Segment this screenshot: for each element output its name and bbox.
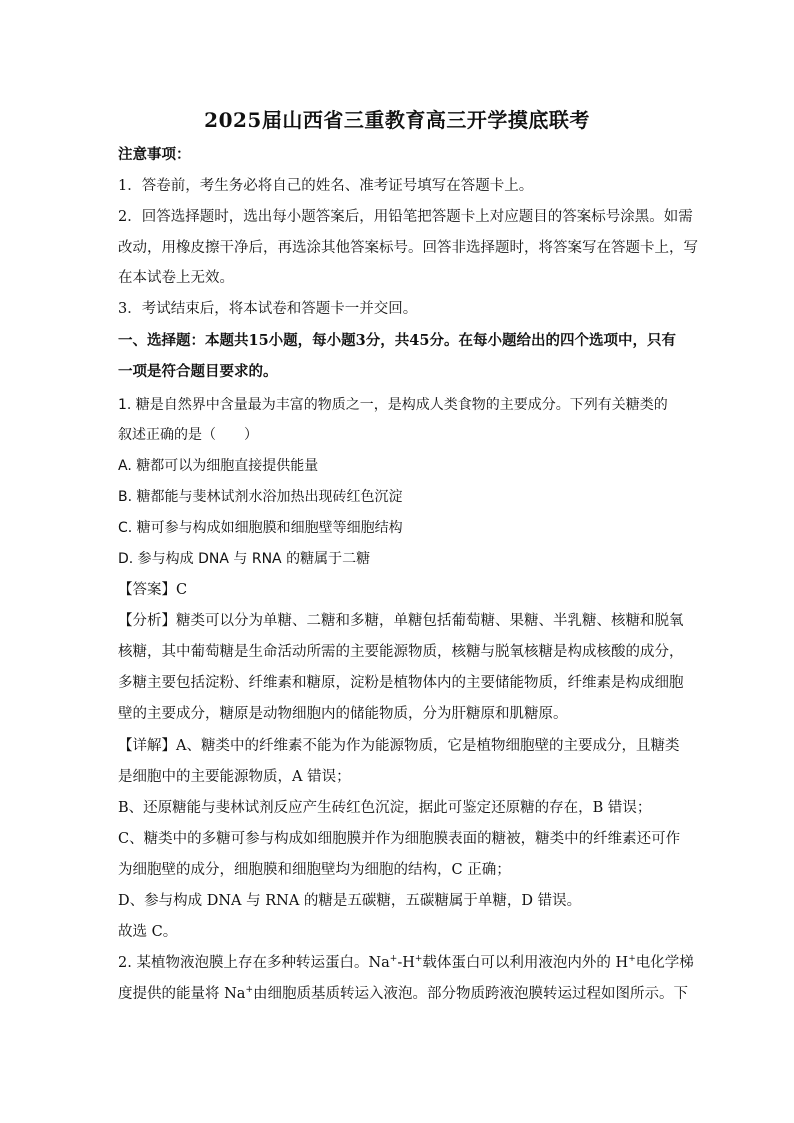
question-2-stem: 2. 某植物液泡膜上存在多种转运蛋白。Na+-H+载体蛋白可以利用液泡内外的 H+电化学梯 [118, 954, 694, 971]
question-1-option-b: B. 糖都能与斐林试剂水浴加热出现砖红色沉淀 [118, 489, 403, 505]
explanation-line: C、糖类中的多糖可参与构成如细胞膜并作为细胞膜表面的糖被，糖类中的纤维素还可作 [118, 831, 681, 847]
notice-item: 改动，用橡皮擦干净后，再选涂其他答案标号。回答非选择题时，将答案写在答题卡上，写 [118, 240, 698, 256]
question-1-stem-cont: 叙述正确的是（ ） [118, 427, 258, 443]
question-1-option-c: C. 糖可参与构成如细胞膜和细胞壁等细胞结构 [118, 520, 403, 536]
analysis-line: 壁的主要成分，糖原是动物细胞内的储能物质，分为肝糖原和肌糖原。 [118, 706, 568, 722]
notice-item: 1．答卷前，考生务必将自己的姓名、准考证号填写在答题卡上。 [118, 178, 534, 194]
question-2-stem-cont: 度提供的能量将 Na+由细胞质基质转运入液泡。部分物质跨液泡膜转运过程如图所示。下 [118, 985, 688, 1002]
question-1-option-a: A. 糖都可以为细胞直接提供能量 [118, 458, 319, 474]
notice-item: 2．回答选择题时，选出每小题答案后，用铅笔把答题卡上对应题目的答案标号涂黑。如需 [118, 209, 693, 225]
analysis-line: 【分析】糖类可以分为单糖、二糖和多糖，单糖包括葡萄糖、果糖、半乳糖、核糖和脱氧 [118, 613, 684, 629]
section-heading-cont: 一项是符合题目要求的。 [118, 363, 278, 380]
explanation-line: 是细胞中的主要能源物质，A 错误； [118, 769, 351, 785]
exam-title: 2025届山西省三重教育高三开学摸底联考 [204, 108, 590, 132]
question-1-stem: 1. 糖是自然界中含量最为丰富的物质之一，是构成人类食物的主要成分。下列有关糖类的 [118, 397, 668, 413]
section-heading: 一、选择题：本题共15小题，每小题3分，共45分。在每小题给出的四个选项中，只有 [118, 332, 676, 349]
explanation-line: 为细胞壁的成分，细胞膜和细胞壁均为细胞的结构，C 正确； [118, 862, 511, 878]
notice-heading: 注意事项： [118, 146, 191, 163]
analysis-line: 多糖主要包括淀粉、纤维素和糖原，淀粉是植物体内的主要储能物质，纤维素是构成细胞 [118, 675, 684, 691]
explanation-line: B、还原糖能与斐林试剂反应产生砖红色沉淀，据此可鉴定还原糖的存在，B 错误； [118, 800, 652, 816]
question-1-option-d: D. 参与构成 DNA 与 RNA 的糖属于二糖 [118, 551, 371, 567]
notice-item: 3．考试结束后，将本试卷和答题卡一并交回。 [118, 301, 418, 317]
notice-item: 在本试卷上无效。 [118, 270, 234, 286]
explanation-conclusion: 故选 C。 [118, 924, 178, 940]
question-1-answer: 【答案】C [118, 582, 188, 598]
explanation-line: D、参与构成 DNA 与 RNA 的糖是五碳糖，五碳糖属于单糖，D 错误。 [118, 893, 582, 909]
explanation-line: 【详解】A、糖类中的纤维素不能为作为能源物质，它是植物细胞壁的主要成分，且糖类 [118, 738, 680, 754]
analysis-line: 核糖，其中葡萄糖是生命活动所需的主要能源物质，核糖与脱氧核糖是构成核酸的成分， [118, 644, 684, 660]
